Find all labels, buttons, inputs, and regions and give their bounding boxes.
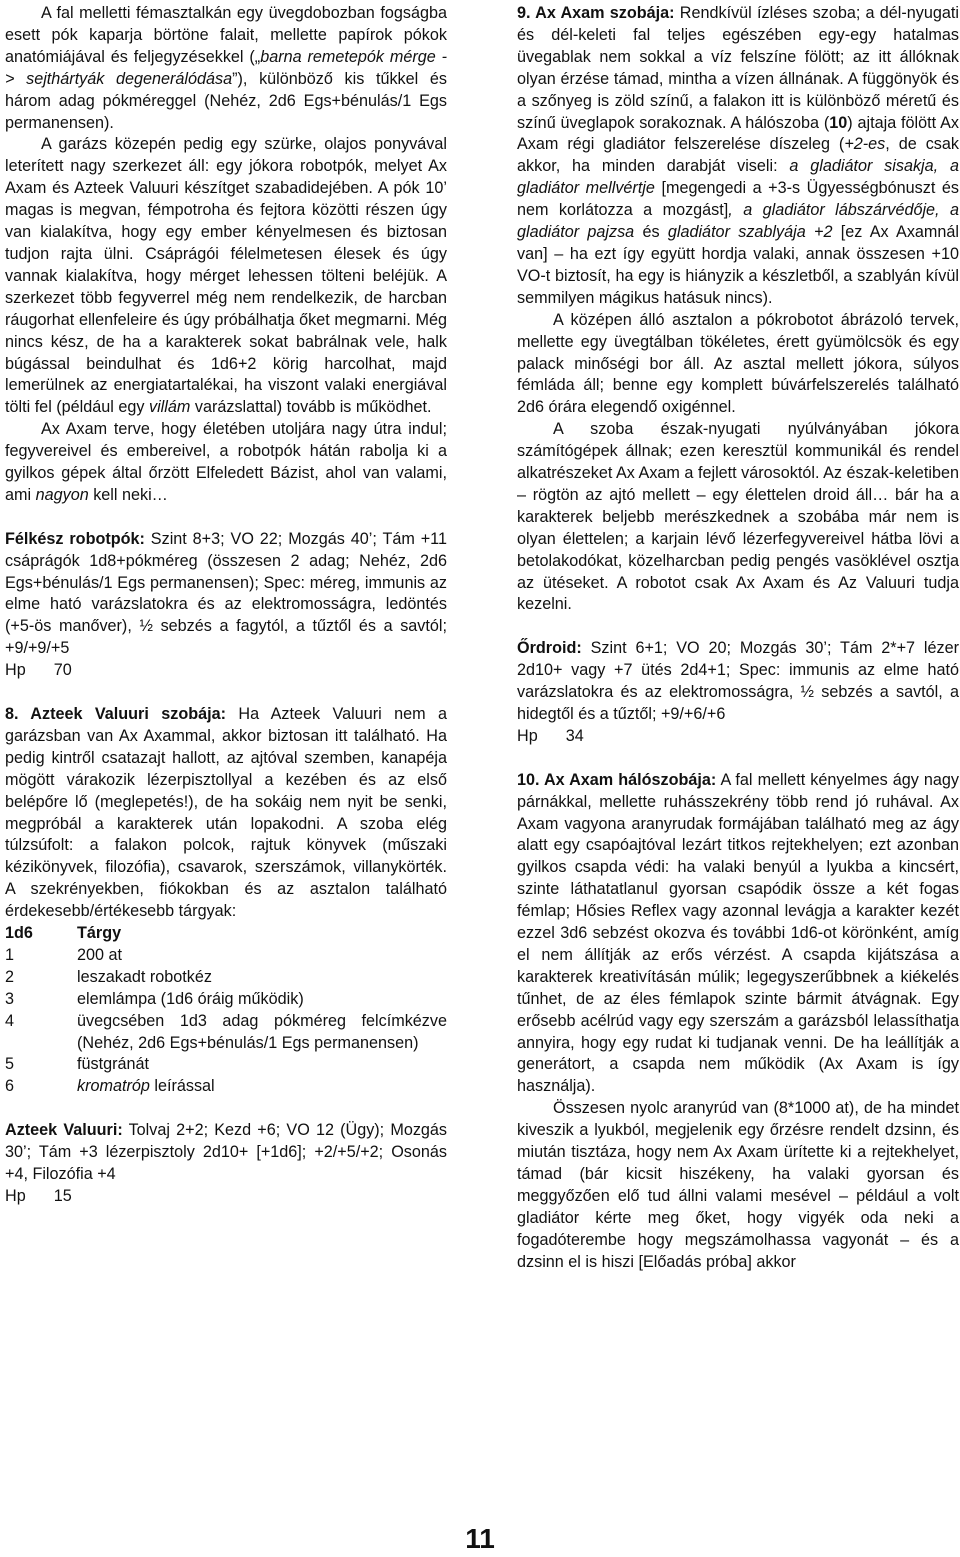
right-column: [517, 3, 959, 1274]
paragraph-computers-droid: A szoba észak-nyugati nyúlványában jókora számítógépek állnak; ezen keresztül kommunikál és rendel alkatrészeket Ax Axam a fejlett városoktól. Az észak-keletiben – rögtön az ajtó mellett – egy élettelen droid áll… bár ha a karakterek beljebb merészkednek a szobába már nem is olyan élettelen; a karjain lévő lézerfegyvereivel hátba lövi a betolakodókat, közelharcban pedig pengés vasöklével osztja az ütéseket. A robotot csak Ax Axam és Az Valuuri tudja kezelni.: [517, 420, 959, 614]
paragraph-gold-bars-djinn: Összesen nyolc aranyrúd van (8*1000 at), de ha mindet kiveszik a lyukból, megjelenik egy őrzésre rendelt dzsinn, és miután tisztáza, hogy nem Ax Axam ürítette ki a rejtekhelyet, támad (bár kicsit hiszékeny, ha valaki gyorsan és meggyőzően elő tud állni valami mesével – például a volt gladiátor kérte meg őket, hogy vigyék oda neki a fogadóterembe hogy megszámolhassa vagyonát – és a dzsinn el is hiszi [Előadás próba] akkor: [517, 1099, 959, 1271]
table-row: 2 leszakadt robotkéz: [5, 967, 212, 986]
paragraph-robot-spider: A garázs közepén pedig egy szürke, olajos ponyvával leterített nagy szerkezet áll: egy jókora robotpók, melyet Ax Axam és Azteek Valuuri készítget szabadidejében. A pók 10’ magas is megvan, fémpotroha és fejtora közötti részen úgy van kialakítva, hogy egy ember kényelmesen és biztosan tudjon rajta ülni. Csáprágói félelmetesen élesek és úgy vannak kialakítva, hogy mérget lehessen tölteni beléjük. A szerkezet több fegyverrel még nem rendelkezik, de harcban ráugorhat ellenfeleire és úgy próbálhatja őket megmarni. Még nincs kész, de ha a karakterek sokat babrálnak vele, halk búgással beindulhat és 1d6+2 körig harcolhat, majd lemerülnek az energiatartalékai, ha viszont valaki energiával tölti fel (például egy villám varázslattal) tovább is működhet.: [5, 135, 447, 417]
left-column: [5, 3, 447, 1208]
hp-azteek-valuuri: Hp 15: [5, 1186, 72, 1205]
table-row: 4 üvegcsében 1d3 adag pókméreg felcímkézve (Nehéz, 2d6 Egs+bénulás/1 Egs permanensen): [5, 1011, 447, 1052]
hp-robot-spider: Hp 70: [5, 661, 72, 680]
paragraph-spider-cage: A fal melletti fémasztalkán egy üvegdobozban fogságba esett pók kaparja börtöne falait, mellette papírok pókok anatómiájával és feljegyzésekkel („barna remetepók mérge -> sejthártyák degenerálódása”), különböző kis tűkkel és három adag pókméreggel (Nehéz, 2d6 Egs+bénulás/1 Egs permanensen).: [5, 4, 447, 132]
table-row: 3 elemlámpa (1d6 óráig működik): [5, 989, 304, 1008]
paragraph-ax-axam-plan: Ax Axam terve, hogy életében utoljára nagy útra indul; fegyvereivel és embereivel, a robotpók hátán rabolja ki a gyilkos gépek által őrzött Elfeledett Bázist, ahol van valami, ami nagyon kell neki…: [5, 420, 447, 504]
statblock-guard-droid: Őrdroid: Szint 6+1; VO 20; Mozgás 30’; Tám 2*+7 lézer 2d10+ vagy +7 ütés 2d4+1; Spec: immunis az elme ható varázslatokra és az elektromosságra, ½ sebzés a savtól, a hidegtől és a tűztől; +9/+6/+6: [517, 639, 959, 723]
table-row: 6 kromatróp leírással: [5, 1077, 215, 1096]
room-8-description: 8. Azteek Valuuri szobája: Ha Azteek Valuuri nem a garázsban van Ax Axammal, akkor biztosan itt található. Ha pedig kintről csatazajt hallott, az ajtóval szemben, kanapéja mögött várakozik lézerpisztollyal a kezében és az első belépőre lő (meglepetés!), de ha sokáig nem nyit be senki, megpróbál a karakterek után lopakodni. A szoba elég túlzsúfolt: a falakon polcok, rajtuk könyvek (műszaki kézikönyvek, filozófia), csavarok, szerszámok, villanykörték. A szekrényekben, fiókokban és az asztalon található érdekesebb/értékesebb tárgyak:: [5, 704, 447, 921]
loot-table-header: 1d6 Tárgy: [5, 924, 122, 943]
paragraph-center-table: A középen álló asztalon a pókrobotot ábrázoló tervek, mellette egy üvegtálban tökéletes, érett gyümölcsök és egy palack minőségi bor áll. Az asztal mellett jókora, súlyos fémláda áll; benne egy komplett búvárfelszerelés található 2d6 órára elegendő oxigénnel.: [517, 310, 959, 417]
table-row: 1 200 at: [5, 945, 123, 964]
statblock-azteek-valuuri: Azteek Valuuri: Tolvaj 2+2; Kezd +6; VO 12 (Ügy); Mozgás 30’; Tám +3 lézerpisztoly 2d10+ [+1d6]; +2/+5/+2; Osonás +4, Filozófia +4: [5, 1121, 448, 1183]
room-10-description: 10. Ax Axam hálószobája: A fal mellett kényelmes ágy nagy párnákkal, mellette ruhásszekrény több rend jó ruhával. Ax Axam vagyona aranyrudak formájában található meg az ágy alatt egy csapóajtóval lezárt titkos rejtekhelyen; ezt azonban gyilkos csapda védi: ha valaki benyúl a lyukba a kincsért, szinte láthatatlanul gyorsan csapódik össze a két fogas fémlap; Hősies Reflex vagy azonnal levágja a karakter kezét ezzel 3d6 sebzést okozva és további 1d6-ot körönként, amíg el nem állítják az erős vérzést. A csapda kijátszása a karakterek kreativításán múlik; legegyszerűbbnek a kiékelés tűnhet, de az éles fémlapok szinte bármit átvágnak. Egy erősebb acélrúd vagy egy szerszám a garázsból lelassíthatja annyira, hogy egy rudat ki tudjanak venni. De ha leállítják a generátort, a csapda nem működik (Ax Axam is így használja).: [517, 770, 959, 1096]
loot-table: [5, 923, 447, 1098]
page-number: 11: [465, 1523, 495, 1554]
room-9-description: 9. Ax Axam szobája: Rendkívül ízléses szoba; a dél-nyugati és dél-keleti fal teljes egészében egy-egy hatalmas üvegablak nem sokkal a víz felszíne fölött; az itt állóknak olyan érzése támad, mintha a vízen állnának. A függönyök és a szőnyeg is zöld színű, a falakon itt is különböző méretű és színű üveglapok sorakoznak. A hálószoba (10) ajtaja fölött Ax Axam régi gladiátor felszerelése díszeleg (+2-es, de csak akkor, ha minden darabját viseli: a gladiátor sisakja, a gladiátor mellvértje [megengedi a +3-s Ügyességbónuszt és nem korlátozza a mozgást], a gladiátor lábszárvédője, a gladiátor pajzsa és gladiátor szablyája +2 [ez Ax Axamnál van] – ha ezt így együtt hordja valaki, annak összesen +10 VO-t biztosít, ha egy is hiányzik a készletből, a szablyán kívül semmilyen mágikus hatásuk nincs).: [517, 4, 960, 307]
statblock-robot-spider: Félkész robotpók: Szint 8+3; VO 22; Mozgás 40’; Tám +11 csáprágók 1d8+pókméreg (összesen 2 adag; Nehéz, 2d6 Egs+bénulás/1 Egs permanensen); Spec: méreg, immunis az elme ható varázslatokra és az elektromosságra, ledöntés (+5-ös manőver), ½ sebzés a fagytól, a tűztől és a savtól; +9/+9/+5: [5, 529, 447, 658]
table-row: 5 füstgránát: [5, 1055, 149, 1074]
hp-guard-droid: Hp 34: [517, 726, 584, 745]
